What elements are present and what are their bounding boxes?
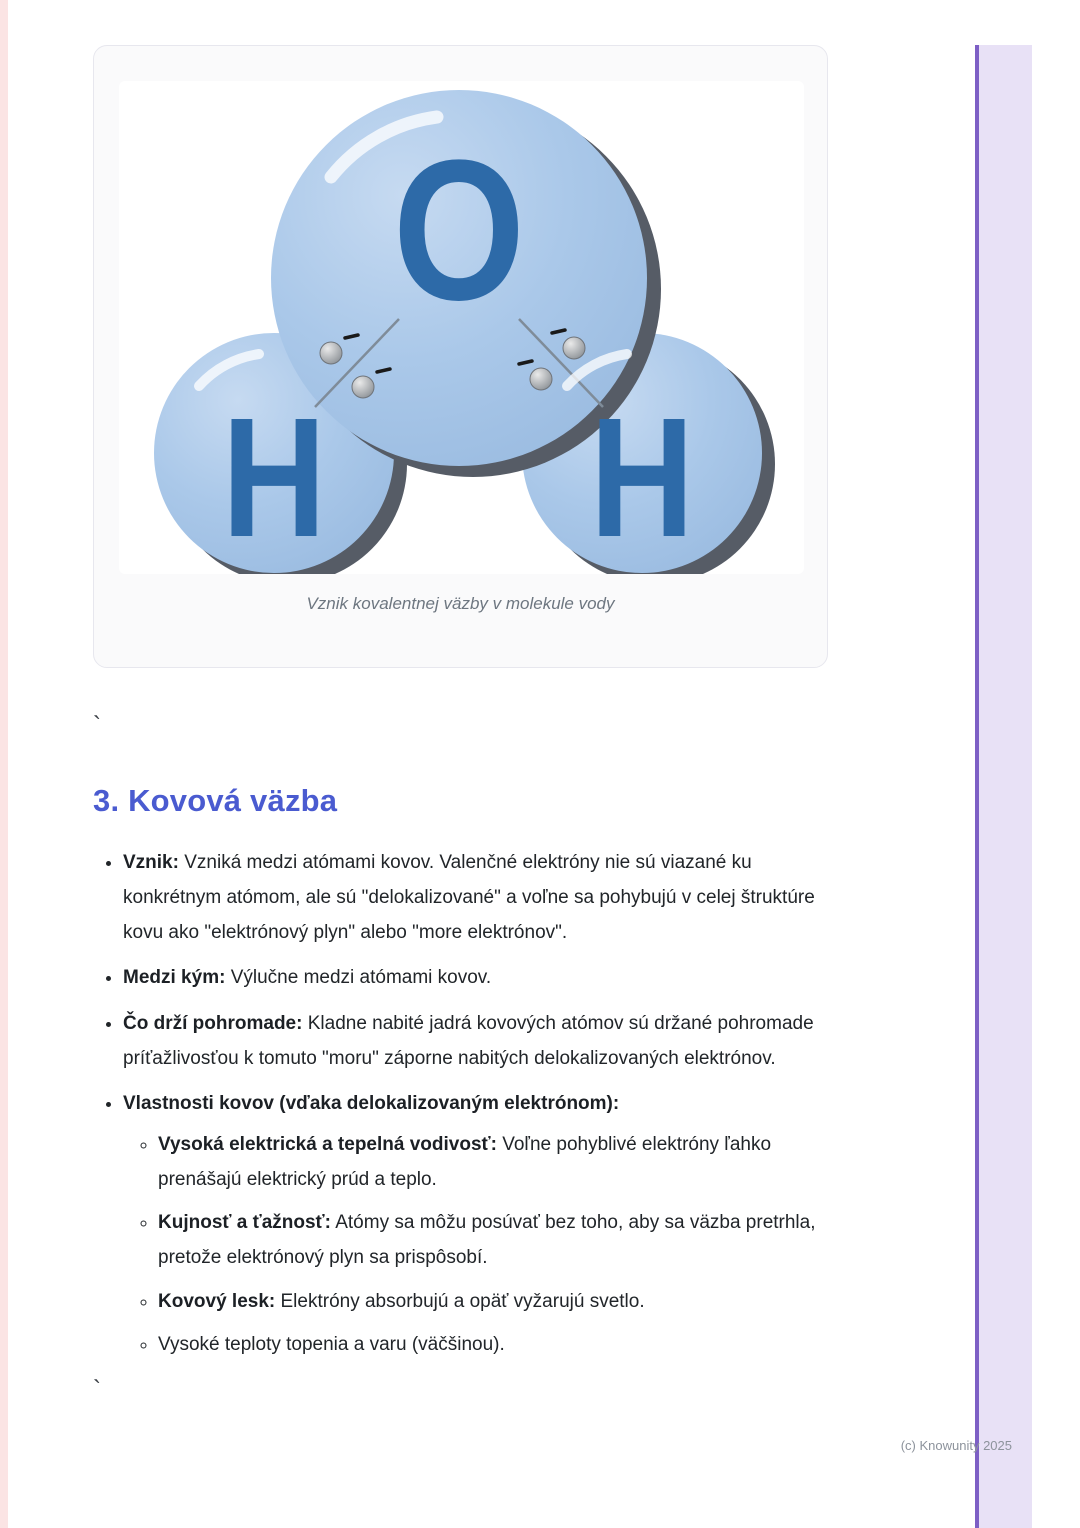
stray-backtick-bottom: ` [93,1376,101,1403]
figure-caption: Vznik kovalentnej väzby v molekule vody [306,594,615,613]
electron [320,342,342,364]
bullet-text: Voľne pohyblivé elektróny ľahko prenášajú elektrický prúd a teplo. [158,1133,772,1191]
bullet-text: Vzniká medzi atómami kovov. Valenčné elektróny nie sú viazané ku konkrétnym atómom, ale sú "delokalizované" a voľne sa pohybujú v celej štruktúre kovu ako "elektrónový plyn" alebo "more elektrónov". [123,852,815,944]
stray-backtick-top: ` [93,712,101,739]
water-molecule-illustration [119,81,804,574]
bullet-term: Vysoká elektrická a tepelná vodivosť: [158,1133,497,1155]
bullet-text: Atómy sa môžu posúvať bez toho, aby sa väzba pretrhla, pretože elektrónový plyn sa prispôsobí. [158,1212,816,1269]
sublist-item-vodivost [158,1127,823,1197]
hydrogen-right-label: H [589,382,695,573]
sublist-item-teploty [158,1327,823,1362]
bullet-term: Medzi kým: [123,967,226,989]
bullet-text: Výlučne medzi atómami kovov. [225,967,492,989]
list-item-co-drzi-pohromade [123,1006,823,1076]
electron [563,337,585,359]
bullet-text: Kladne nabité jadrá kovových atómov sú držané pohromade príťažlivosťou k tomuto "moru" záporne nabitých delokalizovaných elektrónov. [123,1012,814,1069]
section-heading: 3. Kovová väzba [93,783,338,818]
electron [530,368,552,390]
list-item-medzi-kym [123,960,823,995]
section-body [93,845,823,1372]
bullet-term: Čo drží pohromade: [123,1012,303,1034]
left-edge-stripe [0,0,8,1528]
bullet-term: Vznik: [123,852,179,873]
bullet-text: Vysoké teploty topenia a varu (väčšinou). [158,1333,505,1355]
figure-card [93,45,828,668]
sublist-item-lesk [158,1284,823,1319]
right-side-scroll-panel[interactable] [975,45,1032,1528]
hydrogen-left-label: H [221,382,327,573]
sublist-item-kujnost [158,1205,823,1275]
list-item-vlastnosti [123,1086,823,1362]
bullet-term: Kujnosť a ťažnosť: [158,1212,331,1234]
oxygen-label: O [392,119,526,343]
list-item-vznik [123,845,823,950]
metal-properties-sublist [123,1127,823,1362]
metallic-bond-list [93,845,823,1362]
electron [352,376,374,398]
bullet-text: Elektróny absorbujú a opäť vyžarujú svetlo. [275,1290,645,1312]
bullet-term: Vlastnosti kovov (vďaka delokalizovaným elektrónom): [123,1092,620,1114]
water-molecule-diagram [119,81,804,574]
copyright-watermark: (c) Knowunity 2025 [900,1438,1012,1453]
bullet-term: Kovový lesk: [158,1290,276,1312]
